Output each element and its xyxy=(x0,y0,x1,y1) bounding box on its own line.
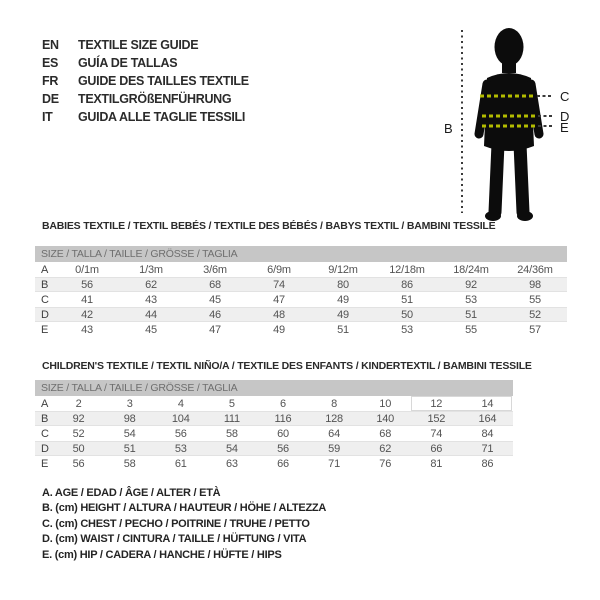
lang-row-es xyxy=(42,54,249,72)
size-cell: 56 xyxy=(72,457,85,470)
size-cell: 55 xyxy=(465,323,477,336)
size-cell: 53 xyxy=(401,323,413,336)
size-cell: 12/18m xyxy=(389,263,425,276)
size-cell: 14 xyxy=(481,397,494,410)
size-cell: 86 xyxy=(481,457,494,470)
lang-row-it xyxy=(42,108,249,126)
child-figure-svg xyxy=(440,16,590,228)
size-cell: 84 xyxy=(481,427,494,440)
size-cell: 59 xyxy=(328,442,341,455)
size-cell: 0/1m xyxy=(75,263,99,276)
lang-code: DE xyxy=(42,92,59,106)
size-cell: 3/6m xyxy=(203,263,227,276)
size-cell: 60 xyxy=(277,427,289,440)
legend-item-waist: D. (cm) WAIST / CINTURA / TAILLE / HÜFTUNG / VITA xyxy=(42,533,307,546)
size-cell: 8 xyxy=(331,397,338,410)
lang-code: FR xyxy=(42,74,59,88)
size-cell: 104 xyxy=(171,412,190,425)
size-cell: 56 xyxy=(81,278,93,291)
lang-label: GUÍA DE TALLAS xyxy=(78,56,178,70)
size-cell: 6 xyxy=(280,397,286,410)
child-measurement-figure xyxy=(440,16,590,228)
size-cell: 48 xyxy=(273,308,285,321)
size-cell: 6/9m xyxy=(267,263,291,276)
table-row-a xyxy=(35,262,567,277)
lang-label: GUIDE DES TAILLES TEXTILE xyxy=(78,74,249,88)
size-cell: 68 xyxy=(209,278,221,291)
size-cell: 74 xyxy=(273,278,285,291)
table-row-c xyxy=(35,426,513,441)
size-cell: 4 xyxy=(177,397,184,410)
row-label: E xyxy=(41,323,49,336)
size-cell: 49 xyxy=(337,308,349,321)
size-cell: 92 xyxy=(72,412,85,425)
table-row-b xyxy=(35,277,567,292)
lang-code: IT xyxy=(42,110,53,124)
size-cell: 56 xyxy=(277,442,289,455)
size-cell: 61 xyxy=(174,457,187,470)
waist-label: D xyxy=(560,109,570,124)
lang-label: TEXTILGRÖßENFÜHRUNG xyxy=(78,92,232,106)
size-cell: 53 xyxy=(174,442,187,455)
table-row-e xyxy=(35,322,567,337)
size-cell: 24/36m xyxy=(517,263,553,276)
table-row-d xyxy=(35,441,513,456)
size-cell: 52 xyxy=(72,427,85,440)
size-cell: 10 xyxy=(379,397,392,410)
size-cell: 57 xyxy=(529,323,541,336)
size-cell: 92 xyxy=(465,278,477,291)
size-cell: 42 xyxy=(81,308,93,321)
table-row-e xyxy=(35,456,513,471)
hip-label: E xyxy=(560,120,569,135)
size-cell: 86 xyxy=(401,278,413,291)
size-cell: 62 xyxy=(379,442,392,455)
size-cell: 63 xyxy=(225,457,238,470)
measurement-legend xyxy=(42,487,326,564)
size-cell: 1/3m xyxy=(139,263,163,276)
row-label: D xyxy=(41,442,49,455)
lang-row-de xyxy=(42,90,249,108)
table-header: SIZE / TALLA / TAILLE / GRÖSSE / TAGLIA xyxy=(35,380,513,396)
table-row-c xyxy=(35,292,567,307)
legend-item-age: A. AGE / EDAD / ÂGE / ALTER / ETÀ xyxy=(42,487,221,499)
size-cell: 51 xyxy=(465,308,477,321)
row-label: A xyxy=(41,397,49,410)
size-cell: 47 xyxy=(209,323,221,336)
size-cell: 9/12m xyxy=(328,263,358,276)
size-cell: 62 xyxy=(145,278,157,291)
size-cell: 3 xyxy=(126,397,133,410)
size-cell: 44 xyxy=(145,308,157,321)
size-cell: 68 xyxy=(379,427,392,440)
size-cell: 128 xyxy=(325,412,343,425)
size-cell: 64 xyxy=(328,427,341,440)
size-cell: 2 xyxy=(75,397,82,410)
size-cell: 52 xyxy=(529,308,541,321)
size-cell: 41 xyxy=(81,293,93,306)
row-label: D xyxy=(41,308,49,321)
size-cell: 46 xyxy=(209,308,221,321)
table-row-b xyxy=(35,411,513,426)
legend-item-hip: E. (cm) HIP / CADERA / HANCHE / HÜFTE / HIPS xyxy=(42,548,282,561)
size-cell: 54 xyxy=(225,442,238,455)
size-cell: 49 xyxy=(273,323,285,336)
row-label: E xyxy=(41,457,49,470)
size-cell: 74 xyxy=(430,427,443,440)
lang-label: GUIDA ALLE TAGLIE TESSILI xyxy=(78,110,246,124)
row-label: B xyxy=(41,412,49,425)
size-cell: 71 xyxy=(481,442,494,455)
table-row-a xyxy=(35,396,513,411)
child-silhouette xyxy=(479,28,539,221)
size-cell: 98 xyxy=(123,412,136,425)
size-cell: 76 xyxy=(379,457,392,470)
lang-label: TEXTILE SIZE GUIDE xyxy=(78,38,199,52)
size-cell: 51 xyxy=(401,293,413,306)
row-label: C xyxy=(41,293,49,306)
size-cell: 71 xyxy=(328,457,341,470)
size-cell: 51 xyxy=(337,323,349,336)
size-cell: 43 xyxy=(81,323,93,336)
size-cell: 116 xyxy=(274,412,292,425)
size-cell: 43 xyxy=(145,293,157,306)
size-cell: 66 xyxy=(277,457,289,470)
size-cell: 45 xyxy=(209,293,221,306)
size-cell: 58 xyxy=(123,457,136,470)
size-cell: 50 xyxy=(72,442,85,455)
size-cell: 54 xyxy=(123,427,136,440)
lang-code: ES xyxy=(42,56,59,70)
size-cell: 47 xyxy=(273,293,285,306)
row-label: C xyxy=(41,427,49,440)
row-label: B xyxy=(41,278,49,291)
size-cell: 98 xyxy=(529,278,541,291)
lang-row-fr xyxy=(42,72,249,90)
lang-code: EN xyxy=(42,38,59,52)
row-label: A xyxy=(41,263,49,276)
babies-size-table xyxy=(35,246,567,337)
size-cell: 5 xyxy=(228,397,235,410)
size-cell: 55 xyxy=(529,293,541,306)
children-size-table xyxy=(35,380,513,471)
size-cell: 140 xyxy=(376,412,395,425)
size-cell: 56 xyxy=(174,427,187,440)
height-label: B xyxy=(444,121,453,136)
size-cell: 111 xyxy=(223,412,240,425)
chest-label: C xyxy=(560,89,570,104)
legend-item-height: B. (cm) HEIGHT / ALTURA / HAUTEUR / HÖHE / ALTEZZA xyxy=(42,502,327,515)
size-cell: 12 xyxy=(430,397,443,410)
babies-section-title: BABIES TEXTILE / TEXTIL BEBÉS / TEXTILE DES BÉBÉS / BABYS TEXTIL / BAMBINI TESSILE xyxy=(42,220,496,232)
size-cell: 80 xyxy=(337,278,349,291)
size-cell: 45 xyxy=(145,323,157,336)
size-cell: 49 xyxy=(337,293,349,306)
size-cell: 152 xyxy=(427,412,446,425)
table-row-d xyxy=(35,307,567,322)
lang-row-en xyxy=(42,36,249,54)
size-cell: 18/24m xyxy=(453,263,489,276)
size-cell: 51 xyxy=(123,442,136,455)
size-cell: 164 xyxy=(478,412,497,425)
language-title-list xyxy=(42,36,249,126)
children-section-title: CHILDREN'S TEXTILE / TEXTIL NIÑO/A / TEXTILE DES ENFANTS / KINDERTEXTIL / BAMBINI TESSILE xyxy=(42,360,532,372)
size-cell: 58 xyxy=(225,427,238,440)
size-cell: 81 xyxy=(430,457,443,470)
size-cell: 50 xyxy=(401,308,413,321)
legend-item-chest: C. (cm) CHEST / PECHO / POITRINE / TRUHE / PETTO xyxy=(42,517,310,530)
size-cell: 66 xyxy=(430,442,443,455)
size-cell: 53 xyxy=(465,293,477,306)
table-header: SIZE / TALLA / TAILLE / GRÖSSE / TAGLIA xyxy=(35,246,567,262)
